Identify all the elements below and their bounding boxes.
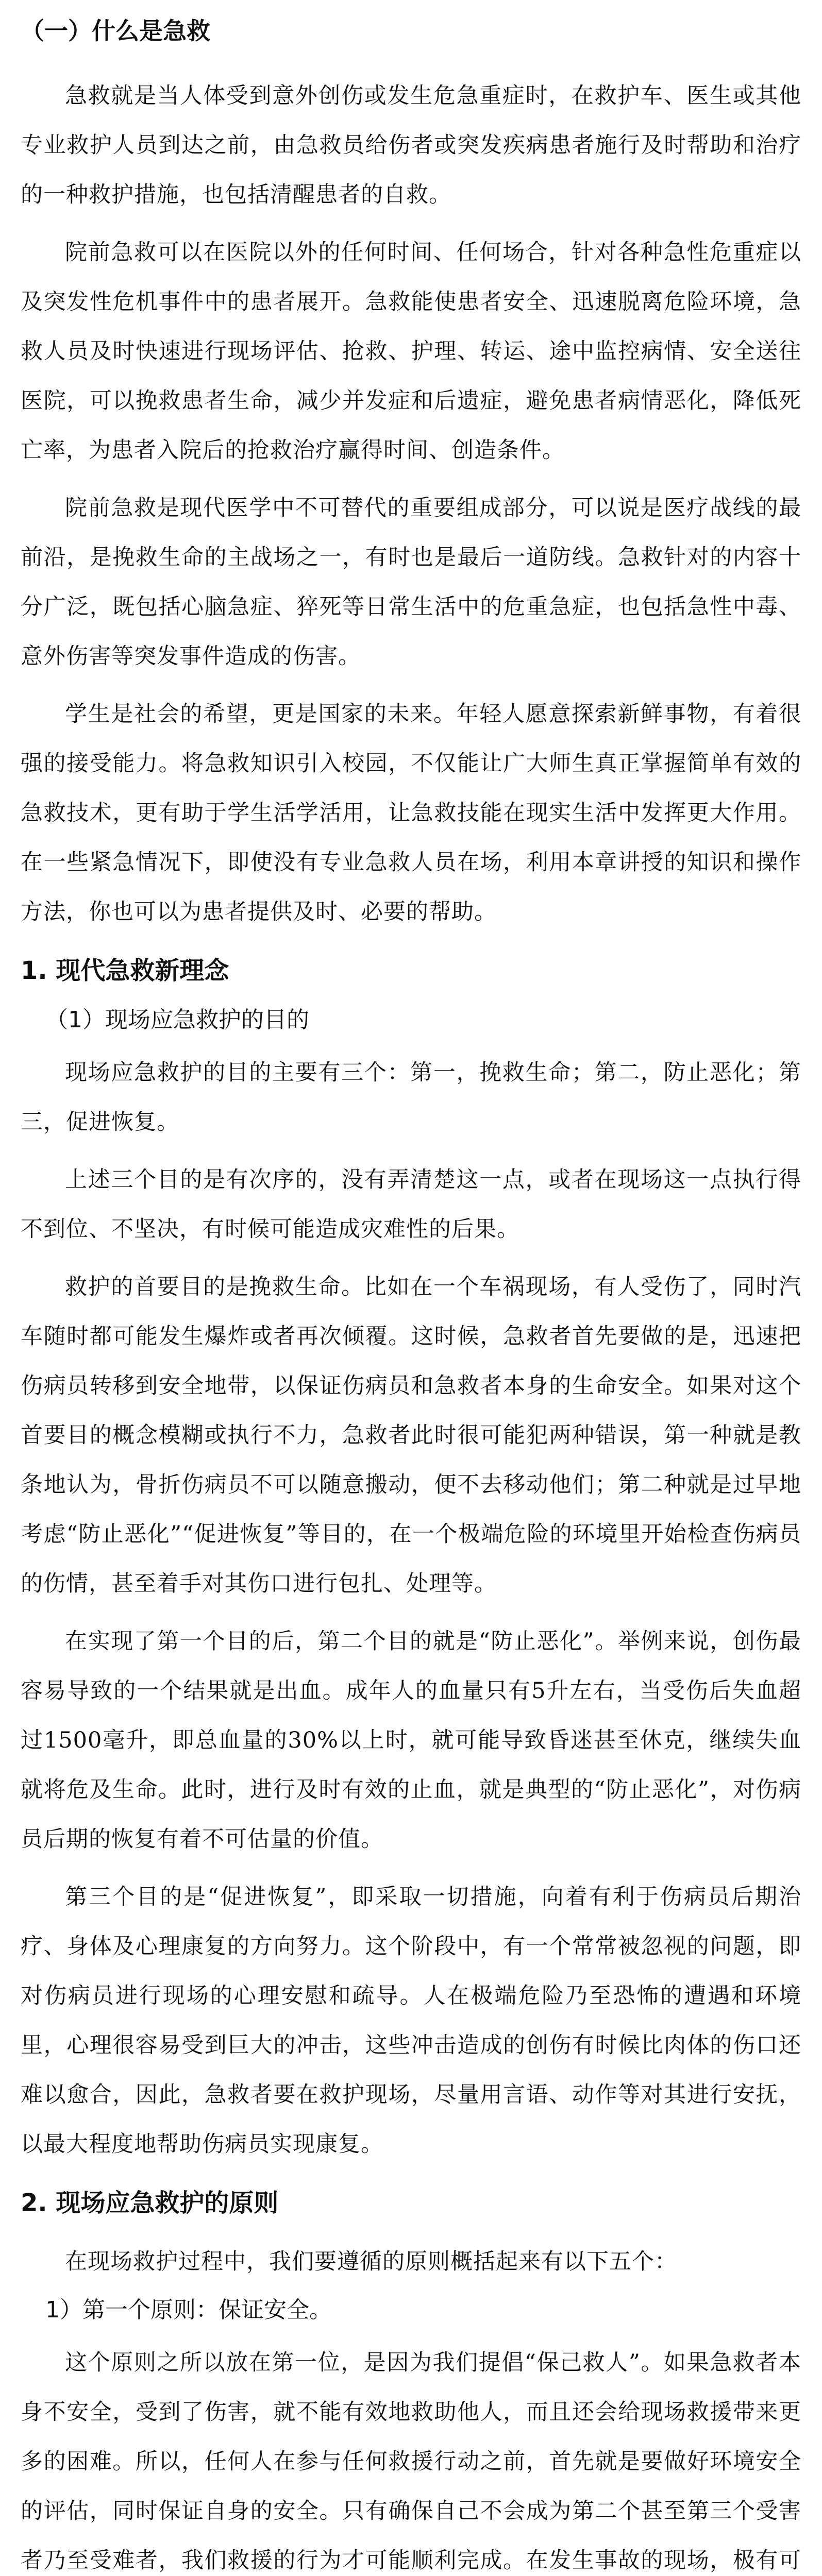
- body-paragraph: 在实现了第一个目的后，第二个目的就是“防止恶化”。举例来说，创伤最容易导致的一个结果就是出血。成年人的血量只有5升左右，当受伤后失血超过1500毫升，即总血量的30%以上时，就可能导致昏迷甚至休克，继续失血就将危及生命。此时，进行及时有效的止血，就是典型的“防止恶化”，对伤病员后期的恢复有着不可估量的价值。: [21, 1629, 801, 1852]
- body-paragraph: 现场应急救护的目的主要有三个：第一，挽救生命；第二，防止恶化；第三，促进恢复。: [21, 1060, 801, 1135]
- body-paragraph: 院前急救可以在医院以外的任何时间、任何场合，针对各种急性危重症以及突发性危机事件中的患者展开。急救能使患者安全、迅速脱离危险环境，急救人员及时快速进行现场评估、抢救、护理、转运、途中监控病情、安全送往医院，可以挽救患者生命，减少并发症和后遗症，避免患者病情恶化，降低死亡率，为患者入院后的抢救治疗赢得时间、创造条件。: [21, 240, 801, 463]
- principle-heading: 1）第一个原则：保证安全。: [45, 2297, 332, 2323]
- section-title: （一）什么是急救: [21, 17, 210, 45]
- body-paragraph: 在现场救护过程中，我们要遵循的原则概括起来有以下五个：: [65, 2249, 677, 2275]
- body-paragraph: 救护的首要目的是挽救生命。比如在一个车祸现场，有人受伤了，同时汽车随时都可能发生爆炸或者再次倾覆。这时候，急救者首先要做的是，迅速把伤病员转移到安全地带，以保证伤病员和急救者本身的生命安全。如果对这个首要目的概念模糊或执行不力，急救者此时很可能犯两种错误，第一种就是教条地认为，骨折伤病员不可以随意搬动，便不去移动他们；第二种就是过早地考虑“防止恶化”“促进恢复”等目的，在一个极端危险的环境里开始检查伤病员的伤情，甚至着手对其伤口进行包扎、处理等。: [21, 1274, 801, 1597]
- body-paragraph: 这个原则之所以放在第一位，是因为我们提倡“保己救人”。如果急救者本身不安全，受到了伤害，就不能有效地救助他人，而且还会给现场救援带来更多的困难。所以，任何人在参与任何救援行动之前，首先就是要做好环境安全的评估，同时保证自身的安全。只有确保自己不会成为第二个甚至第三个受害者乃至受难者，我们救援的行为才可能顺利完成。在发生事故的现场，极有可: [21, 2350, 801, 2573]
- subsection-title: 2. 现场应急救护的原则: [21, 2189, 279, 2217]
- subsection-title: 1. 现代急救新理念: [21, 956, 229, 985]
- body-paragraph: 上述三个目的是有次序的，没有弄清楚这一点，或者在现场这一点执行得不到位、不坚决，有时候可能造成灾难性的后果。: [21, 1167, 801, 1242]
- body-paragraph: 学生是社会的希望，更是国家的未来。年轻人愿意探索新鲜事物，有着很强的接受能力。将急救知识引入校园，不仅能让广大师生真正掌握简单有效的急救技术，更有助于学生活学活用，让急救技能在现实生活中发挥更大作用。在一些紧急情况下，即使没有专业急救人员在场，利用本章讲授的知识和操作方法，你也可以为患者提供及时、必要的帮助。: [21, 701, 801, 925]
- body-paragraph: 急救就是当人体受到意外创伤或发生危急重症时，在救护车、医生或其他专业救护人员到达之前，由急救员给伤者或突发疾病患者施行及时帮助和治疗的一种救护措施，也包括清醒患者的自救。: [21, 83, 801, 208]
- body-paragraph: 第三个目的是“促进恢复”，即采取一切措施，向着有利于伤病员后期治疗、身体及心理康复的方向努力。这个阶段中，有一个常常被忽视的问题，即对伤病员进行现场的心理安慰和疏导。人在极端危险乃至恐怖的遭遇和环境里，心理很容易受到巨大的冲击，这些冲击造成的创伤有时候比肉体的伤口还难以愈合，因此，急救者要在救护现场，尽量用言语、动作等对其进行安抚，以最大程度地帮助伤病员实现康复。: [21, 1884, 801, 2157]
- body-paragraph: 院前急救是现代医学中不可替代的重要组成部分，可以说是医疗战线的最前沿，是挽救生命的主战场之一，有时也是最后一道防线。急救针对的内容十分广泛，既包括心脑急症、猝死等日常生活中的危重急症，也包括急性中毒、意外伤害等突发事件造成的伤害。: [21, 495, 801, 669]
- point-heading: （1）现场应急救护的目的: [45, 1007, 309, 1033]
